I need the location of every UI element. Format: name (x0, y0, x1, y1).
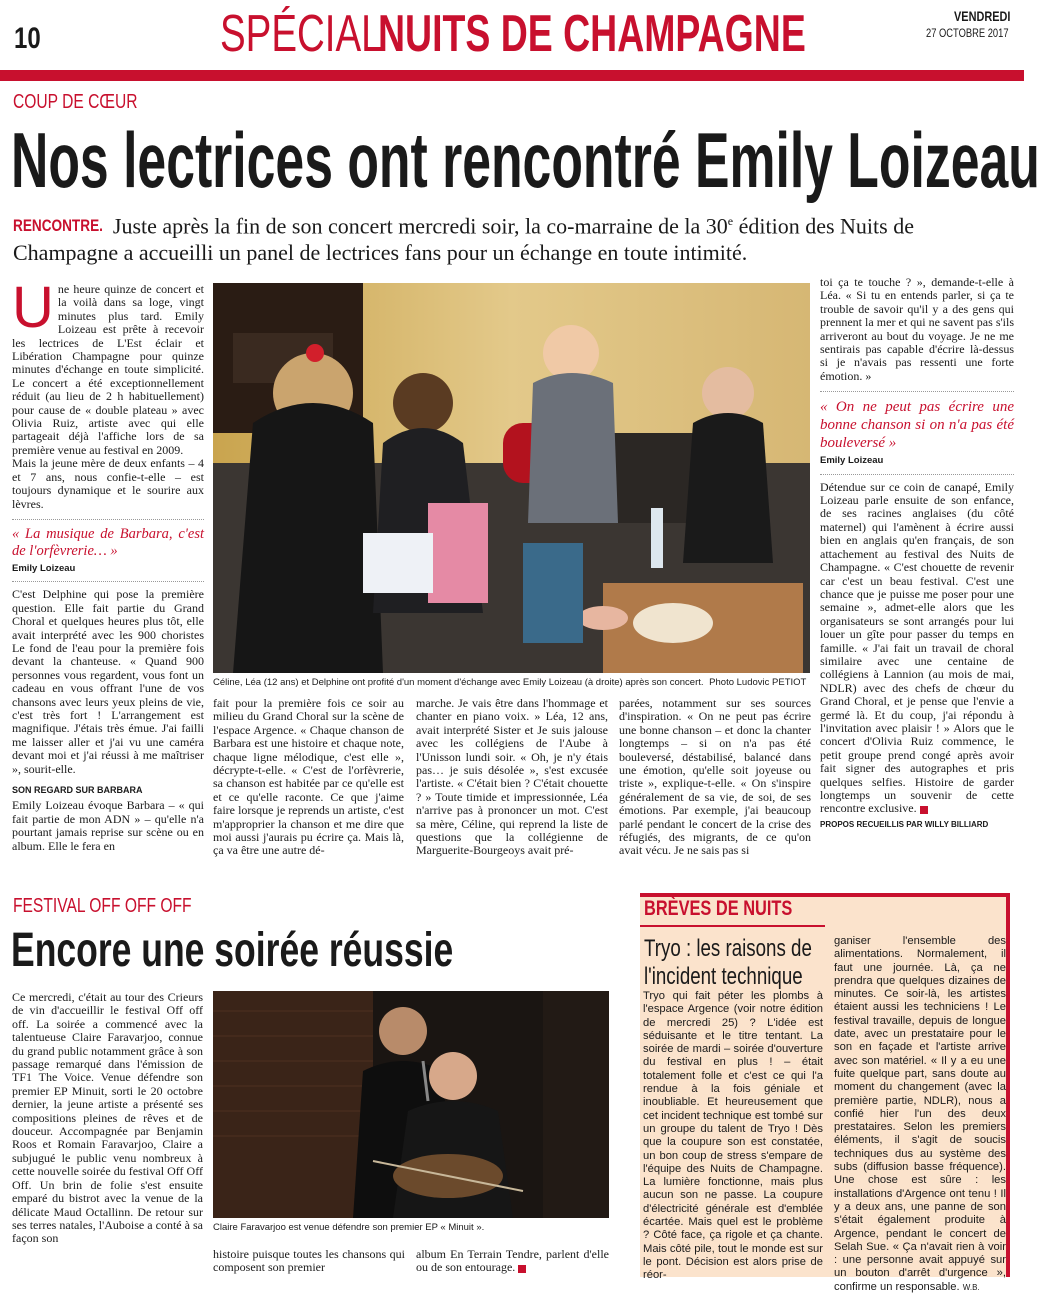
article2-column-1 (12, 991, 203, 1277)
col1-paragraph-1: ne heure quinze de concert et la voilà dans sa loge, vingt minutes plus tard. Emily Loizeau est prête à recevoir les lectrices de L'Est éclair et Libération Champagne pour quinze minutes d'échange en toute simplicité. Le concert a été exceptionnellement réduit (au lieu de 2 h habituellement) pour cause de « double plateau » avec Olivia Ruiz, artiste avec qui elle partageait déjà l'affiche lors de sa première venue au festival en 2009. (12, 282, 204, 457)
main-photo-caption-text: Céline, Léa (12 ans) et Delphine ont profité d'un moment d'échange avec Emily Loizeau (à droite) après son concert. (213, 677, 704, 688)
header-rule (0, 70, 1024, 81)
col5-paragraph-2 (820, 481, 1014, 816)
article2-col3-paragraph (416, 1248, 609, 1275)
col1-paragraph-4: Emily Loizeau évoque Barbara – « qui fait partie de mon ADN » – qu'elle n'a pourtant jamais reprise sur scène ou en album. Elle le fera en (12, 798, 204, 853)
article2-col2-text: histoire puisque toutes les chansons qui composent son premier (213, 1247, 405, 1275)
subhead-barbara: SON REGARD SUR BARBARA (12, 785, 143, 795)
article-column-3 (416, 697, 608, 889)
col1-paragraph-2: Mais la jeune mère de deux enfants – 4 et 7 ans, nous confie-t-elle – est toujours dynamique et le sourire aux lèvres. (12, 456, 204, 511)
lead-text-2: édition des Nuits de Champagne a accueilli un panel de lectrices fans pour un échange en toute intimité. (13, 213, 914, 266)
article-lead (13, 208, 1013, 266)
article2-column-3 (416, 1248, 609, 1277)
breves-section-title: BRÈVES DE NUITS (644, 897, 793, 920)
breves-col2-text: ganiser l'ensemble des alimentations. Normalement, il faut une journée. Là, ça ne prendra que quelques dizaines de minutes. Ce soir-là, les artistes étaient aussi les techniciens ! Le festival travaille, depuis de longue date, avec un prestataire pour le son en façade et l'artiste arrive avec son matériel. « Il y a eu une fuite quelque part, sans doute au moment du changement (avec la première partie, NDLR), nous a confié hier l'un des deux prestataires. Selon les premiers éléments, il s'agit de soucis techniques dus au système des subs (diffusion basse fréquence). Une chose est sûre : les installations d'Argence ont tenu ! Il y a deux ans, une panne de son s'était également produite à Argence, pendant le concert de Selah Sue. « Ça n'avait rien à voir : une personne avait appuyé sur un bouton d'arrêt d'urgence », confirme un responsable. (834, 935, 1006, 1293)
col5-paragraph-1: toi ça te touche ? », demande-t-elle à Léa. « Si tu en entends parler, si ça te trouble de savoir qu'il y a des gens qui prennent la mer et qui ne savent pas s'ils arriveront au bout du voyage. Je ne me sentirais pas capable d'écrire là-dessus si je n'avais pas ressenti une forte émotion. » (820, 275, 1014, 383)
lead-label: RENCONTRE. (13, 216, 103, 236)
breves-title: Tryo : les raisons de l'incident technique (644, 935, 812, 990)
main-photo (213, 283, 810, 673)
pull-quote-1: « La musique de Barbara, c'est de l'orfèvrerie… » (12, 525, 204, 559)
main-photo-image (213, 283, 810, 673)
article2-column-2 (213, 1248, 405, 1277)
article-column-5 (820, 276, 1014, 880)
lead-sup: e (727, 214, 734, 228)
article2-col1-text: Ce mercredi, c'était au tour des Crieurs de vin d'accueillir le festival Off off off. La soirée a commencé avec la talentueuse Claire Faravarjoo, connue du grand public notamment grâce à son passage remarqué dans l'émission de TF1 The Voice. Venue défendre son premier EP Minuit, sorti le 20 octobre dernier, la jeune artiste a présenté ses compositions pleines de rêves et de douceur. Accompagnée par Benjamin Roos et Romain Faravarjoo, Claire a subjugué le public venu nombreux à cette nouvelle soirée du festival Off Off Off. Un brin de folie s'est ensuite emparé du bistrot avec la venue de la délicate Maud Octallinn. De retour sur ses terres natales, l'Auboise a conté à sa façon son (12, 990, 203, 1246)
page-number: 10 (14, 22, 41, 55)
special-title: NUITS DE CHAMPAGNE (378, 5, 806, 63)
concert-photo-caption: Claire Faravarjoo est venue défendre son premier EP « Minuit ». (213, 1222, 485, 1233)
article-column-2 (213, 697, 404, 889)
col3-text: marche. Je vais être dans l'hommage et chanter en piano voix. » Léa, 12 ans, avait interprété Sister et Je suis jalouse avec les collégiens de l'Aube à l'Unisson lundi soir. « Oh, je n'y étais pas… je suis désolée », s'est excusée l'artiste. « C'était bien ? C'était chouette ? » Toute timide et impressionnée, Léa n'arrive pas à prononcer un mot. C'est sa mère, Céline, qui reprend la liste de questions que la collégienne de Marguerite-Bourgeoys avait pré- (416, 696, 608, 858)
main-photo-credit: Photo Ludovic PETIOT (709, 677, 807, 688)
breves-col1-text: Tryo qui fait péter les plombs à l'espace Argence (voir notre édition de mercredi 25) ? L'idée est séduisante et le titre tentant. La soirée de mardi – soirée d'ouverture du festival en plus ! – était totalement folle et c'est ce qui l'a rendue à la fois géniale et inoubliable. Et heureusement que cet incident technique est tombé sur un groupe du talent de Tryo ! Dès que la coupure son est constatée, un bon coup de stress s'empare de l'équipe des Nuits de Champagne. La lumière fonctionne, mais plus aucun son ne passe. La coupure d'électricité générale est d'emblée écartée. Mais quel est le problème ? Côté face, ça rigole et ça chante. Mais côté pile, tout le monde est sur le pont. Décision est alors prise de réor- (643, 990, 823, 1282)
special-prefix: SPÉCIAL (220, 5, 383, 63)
concert-photo (213, 991, 609, 1218)
breves-column-2 (834, 935, 1006, 1293)
dropcap: U (12, 275, 54, 340)
breves-column-1 (643, 990, 823, 1282)
article2-headline: Encore une soirée réussie (11, 924, 454, 977)
article2-col3-text: album En Terrain Tendre, parlent d'elle ou de son entourage. (416, 1247, 609, 1275)
header-date: 27 OCTOBRE 2017 (926, 26, 1009, 40)
pull-quote-2: « On ne peut pas écrire une bonne chanson si on n'a pas été bouleversé » (820, 399, 1014, 452)
article-column-4 (619, 697, 811, 889)
article2-kicker: FESTIVAL OFF OFF OFF (13, 895, 192, 917)
lead-text-1: Juste après la fin de son concert mercredi soir, la co-marraine de la 30 (112, 213, 728, 239)
article-kicker: COUP DE CŒUR (13, 91, 138, 113)
breves-title-rule (640, 925, 825, 927)
header-banner (200, 0, 822, 68)
col1-paragraph-3: C'est Delphine qui pose la première question. Elle fait partie du Grand Choral et quelques heures plus tôt, elle avait interprété avec les 900 choristes Le fond de l'eau pour la première fois devant la chanteuse. « Quand 900 personnes vous regardent, vous font un cadeau en vous offrant l'une de vos chansons avec leurs yeux pleins de vie, c'est très fort ! L'arrangement est magnifique. J'étais très émue. J'ai failli me laisser aller et j'ai vu une caméra devant moi et j'ai réussi à me maîtriser », sourit-elle. (12, 587, 204, 776)
article-signature: PROPOS RECUEILLIS PAR WILLY BILLIARD (820, 819, 989, 829)
pull-quote-1-author: Emily Loizeau (12, 562, 76, 574)
col2-text: fait pour la première fois ce soir au milieu du Grand Choral sur la scène de l'espace Argence. « Chaque chanson de Barbara est une histoire et chaque note, chaque ligne mélodique, c'est elle », décrypte-t-elle. « C'est de l'orfèvrerie, sa chanson est habitée par ce qu'elle est et ce qu'elle raconte. Ce que j'aime faire lorsque je reprends un artiste, c'est m'approprier la chanson et me dire que moi aussi j'aurais pu écrire ça. Mais là, ça va être une autre dé- (213, 696, 404, 858)
concert-photo-image (213, 991, 609, 1218)
end-mark-2 (518, 1265, 526, 1273)
main-photo-caption (213, 677, 810, 688)
breves-signature: W.B. (962, 1282, 980, 1292)
col5-paragraph-2-text: Détendue sur ce coin de canapé, Emily Loizeau parle ensuite de son enfance, de ses racines anglaises (du côté maternel) qui l'amènent à écrire aussi bien en anglais qu'en français, de son attachement au festival des Nuits de Champagne. « C'est chouette de revenir car c'est un beau festival. C'est une chance que je puisse me poser pour une semaine », admet-elle alors que les organisateurs se sont arrangés pour lui louer un gîte pour passer du temps en famille. « J'ai fait un travail de choral similaire avec une centaine de collégiens à Lannion (au mois de mai, NDLR) avec des chefs de chœur du Grand Choral, et je pense que l'envie a germé là. Et du coup, j'ai répondu à l'invitation avec plaisir ! » Alors que le concert d'Olivia Ruiz commence, le petit groupe prend congé après avoir fait signer des autographes et pris quelques selfies. Histoire de garder longtemps un souvenir de cette rencontre exclusive. (820, 479, 1014, 816)
col4-text: parées, notamment sur ses sources d'inspiration. « On ne peut pas écrire une bonne chanson – et donc la chanter longtemps – si on n'a pas été bouleversé, déstabilisé, balancé dans une émotion, qu'elle soit joyeuse ou triste », explique-t-elle. « On s'inspire généralement de sa vie, de soi, de ses émotions. Par exemple, j'ai beaucoup parlé pendant le concert de la crise des réfugiés, des migrants, de ce qu'on avait vécu. Je ne sais pas si (619, 696, 811, 858)
header-day: VENDREDI (954, 8, 1011, 24)
article-column-1 (12, 275, 204, 888)
pull-quote-2-author: Emily Loizeau (820, 455, 884, 467)
end-mark (920, 806, 928, 814)
article-headline: Nos lectrices ont rencontré Emily Loizeau (11, 116, 1040, 204)
